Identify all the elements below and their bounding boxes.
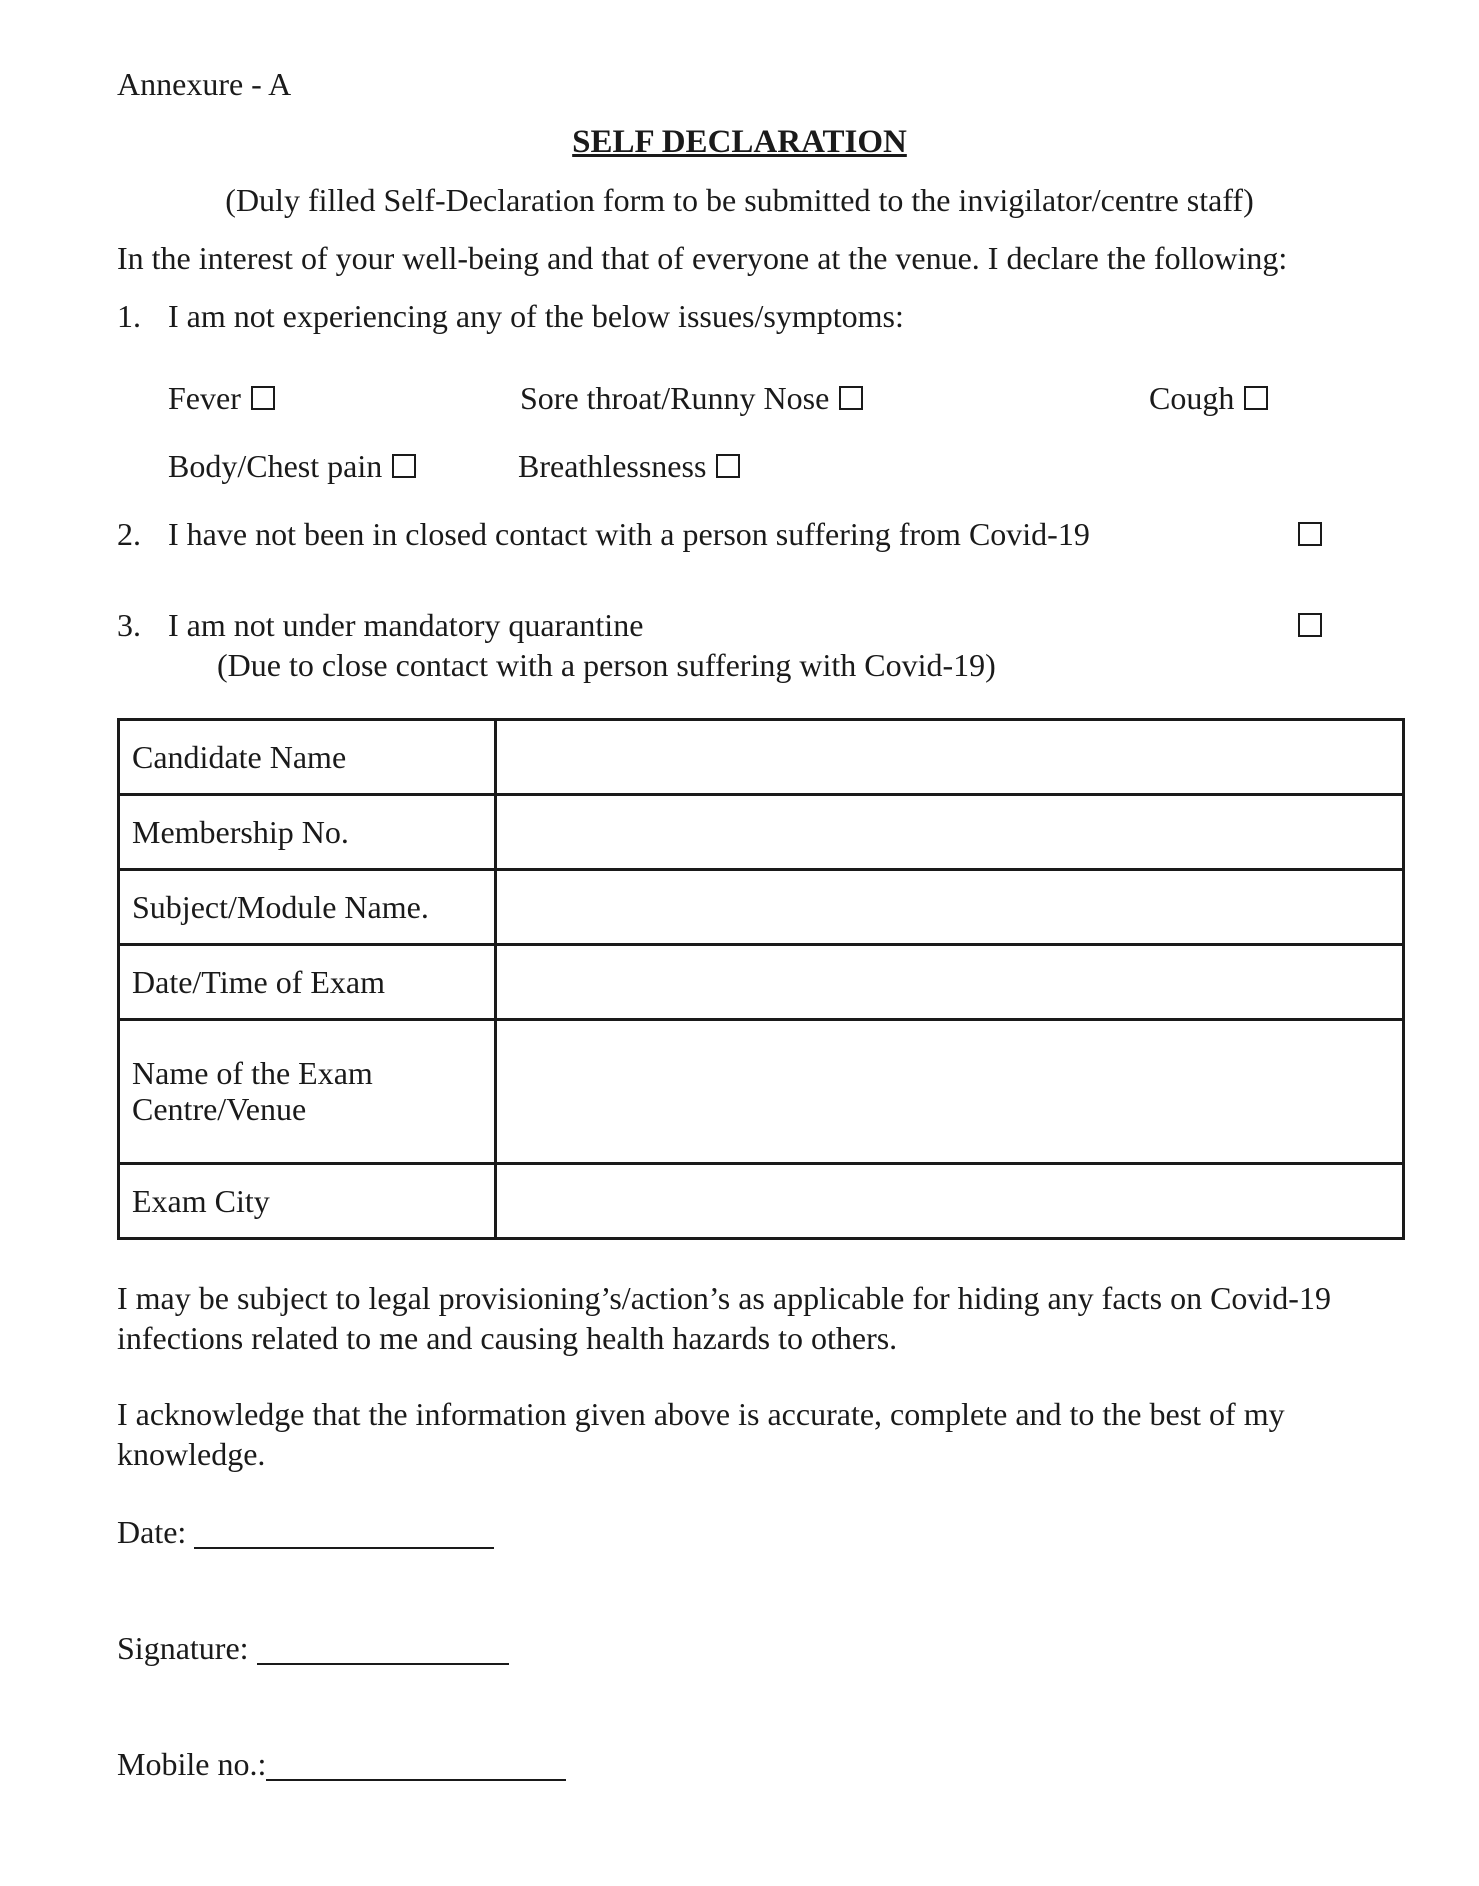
item-1-text: I am not experiencing any of the below issues/symptoms:: [168, 298, 904, 334]
sore-throat-checkbox[interactable]: [839, 386, 863, 410]
exam-centre-field[interactable]: [496, 1019, 1404, 1163]
symptom-label: Body/Chest pain: [168, 448, 383, 484]
membership-no-field[interactable]: [496, 794, 1404, 869]
table-row: [119, 720, 1404, 795]
symptom-fever: [168, 378, 275, 418]
item-3-checkbox-wrap: [1298, 605, 1322, 645]
symptom-body-chest-pain: [168, 446, 416, 486]
table-row: [119, 944, 1404, 1019]
row-label: Membership No.: [119, 794, 496, 869]
acknowledgement-text: I acknowledge that the information given above is accurate, complete and to the best of my knowledge.: [117, 1396, 1285, 1472]
candidate-info-table: [117, 718, 1405, 1240]
signature-label: Signature:: [117, 1630, 249, 1666]
row-label: Date/Time of Exam: [119, 944, 496, 1019]
subject-module-field[interactable]: [496, 869, 1404, 944]
date-field[interactable]: [194, 1517, 494, 1549]
item-3-note: (Due to close contact with a person suffering with Covid-19): [217, 647, 996, 683]
row-label: Name of the Exam Centre/Venue: [119, 1019, 496, 1163]
mobile-label: Mobile no.:: [117, 1746, 267, 1782]
table-row: [119, 1163, 1404, 1238]
row-label: Subject/Module Name.: [119, 869, 496, 944]
item-2-checkbox-wrap: [1298, 514, 1322, 554]
intro-text: In the interest of your well-being and that of everyone at the venue. I declare the following:: [117, 240, 1288, 276]
symptom-cough: [1149, 378, 1268, 418]
mobile-row: [117, 1744, 566, 1784]
date-label: Date:: [117, 1514, 187, 1550]
table-row: [119, 794, 1404, 869]
annexure-label: Annexure - A: [117, 66, 292, 102]
legal-note: I may be subject to legal provisioning’s/action’s as applicable for hiding any facts on Covid-19 infections related to me and causing health hazards to others.: [117, 1280, 1331, 1356]
signature-row: [117, 1628, 509, 1668]
cough-checkbox[interactable]: [1244, 386, 1268, 410]
item-2-checkbox[interactable]: [1298, 522, 1322, 546]
item-3-number: 3.: [117, 607, 141, 643]
breathlessness-checkbox[interactable]: [716, 454, 740, 478]
table-row: [119, 869, 1404, 944]
table-row: [119, 1019, 1404, 1163]
symptom-sore-throat: [520, 378, 863, 418]
page-title: SELF DECLARATION: [572, 124, 907, 160]
symptom-label: Breathlessness: [518, 448, 707, 484]
exam-datetime-field[interactable]: [496, 944, 1404, 1019]
signature-field[interactable]: [257, 1633, 509, 1665]
candidate-name-field[interactable]: [496, 720, 1404, 795]
item-3-checkbox[interactable]: [1298, 613, 1322, 637]
symptom-label: Cough: [1149, 380, 1235, 416]
item-3-text: I am not under mandatory quarantine: [168, 607, 644, 643]
symptom-breathlessness: [518, 446, 740, 486]
row-label: Exam City: [119, 1163, 496, 1238]
fever-checkbox[interactable]: [251, 386, 275, 410]
symptom-label: Fever: [168, 380, 241, 416]
body-chest-pain-checkbox[interactable]: [392, 454, 416, 478]
exam-city-field[interactable]: [496, 1163, 1404, 1238]
symptom-label: Sore throat/Runny Nose: [520, 380, 830, 416]
item-2-text: I have not been in closed contact with a person suffering from Covid-19: [168, 516, 1090, 552]
item-2-number: 2.: [117, 516, 141, 552]
mobile-field[interactable]: [266, 1749, 566, 1781]
row-label: Candidate Name: [119, 720, 496, 795]
item-1-number: 1.: [117, 298, 141, 334]
date-row: [117, 1512, 494, 1552]
page-subtitle: (Duly filled Self-Declaration form to be submitted to the invigilator/centre staff): [225, 182, 1254, 218]
